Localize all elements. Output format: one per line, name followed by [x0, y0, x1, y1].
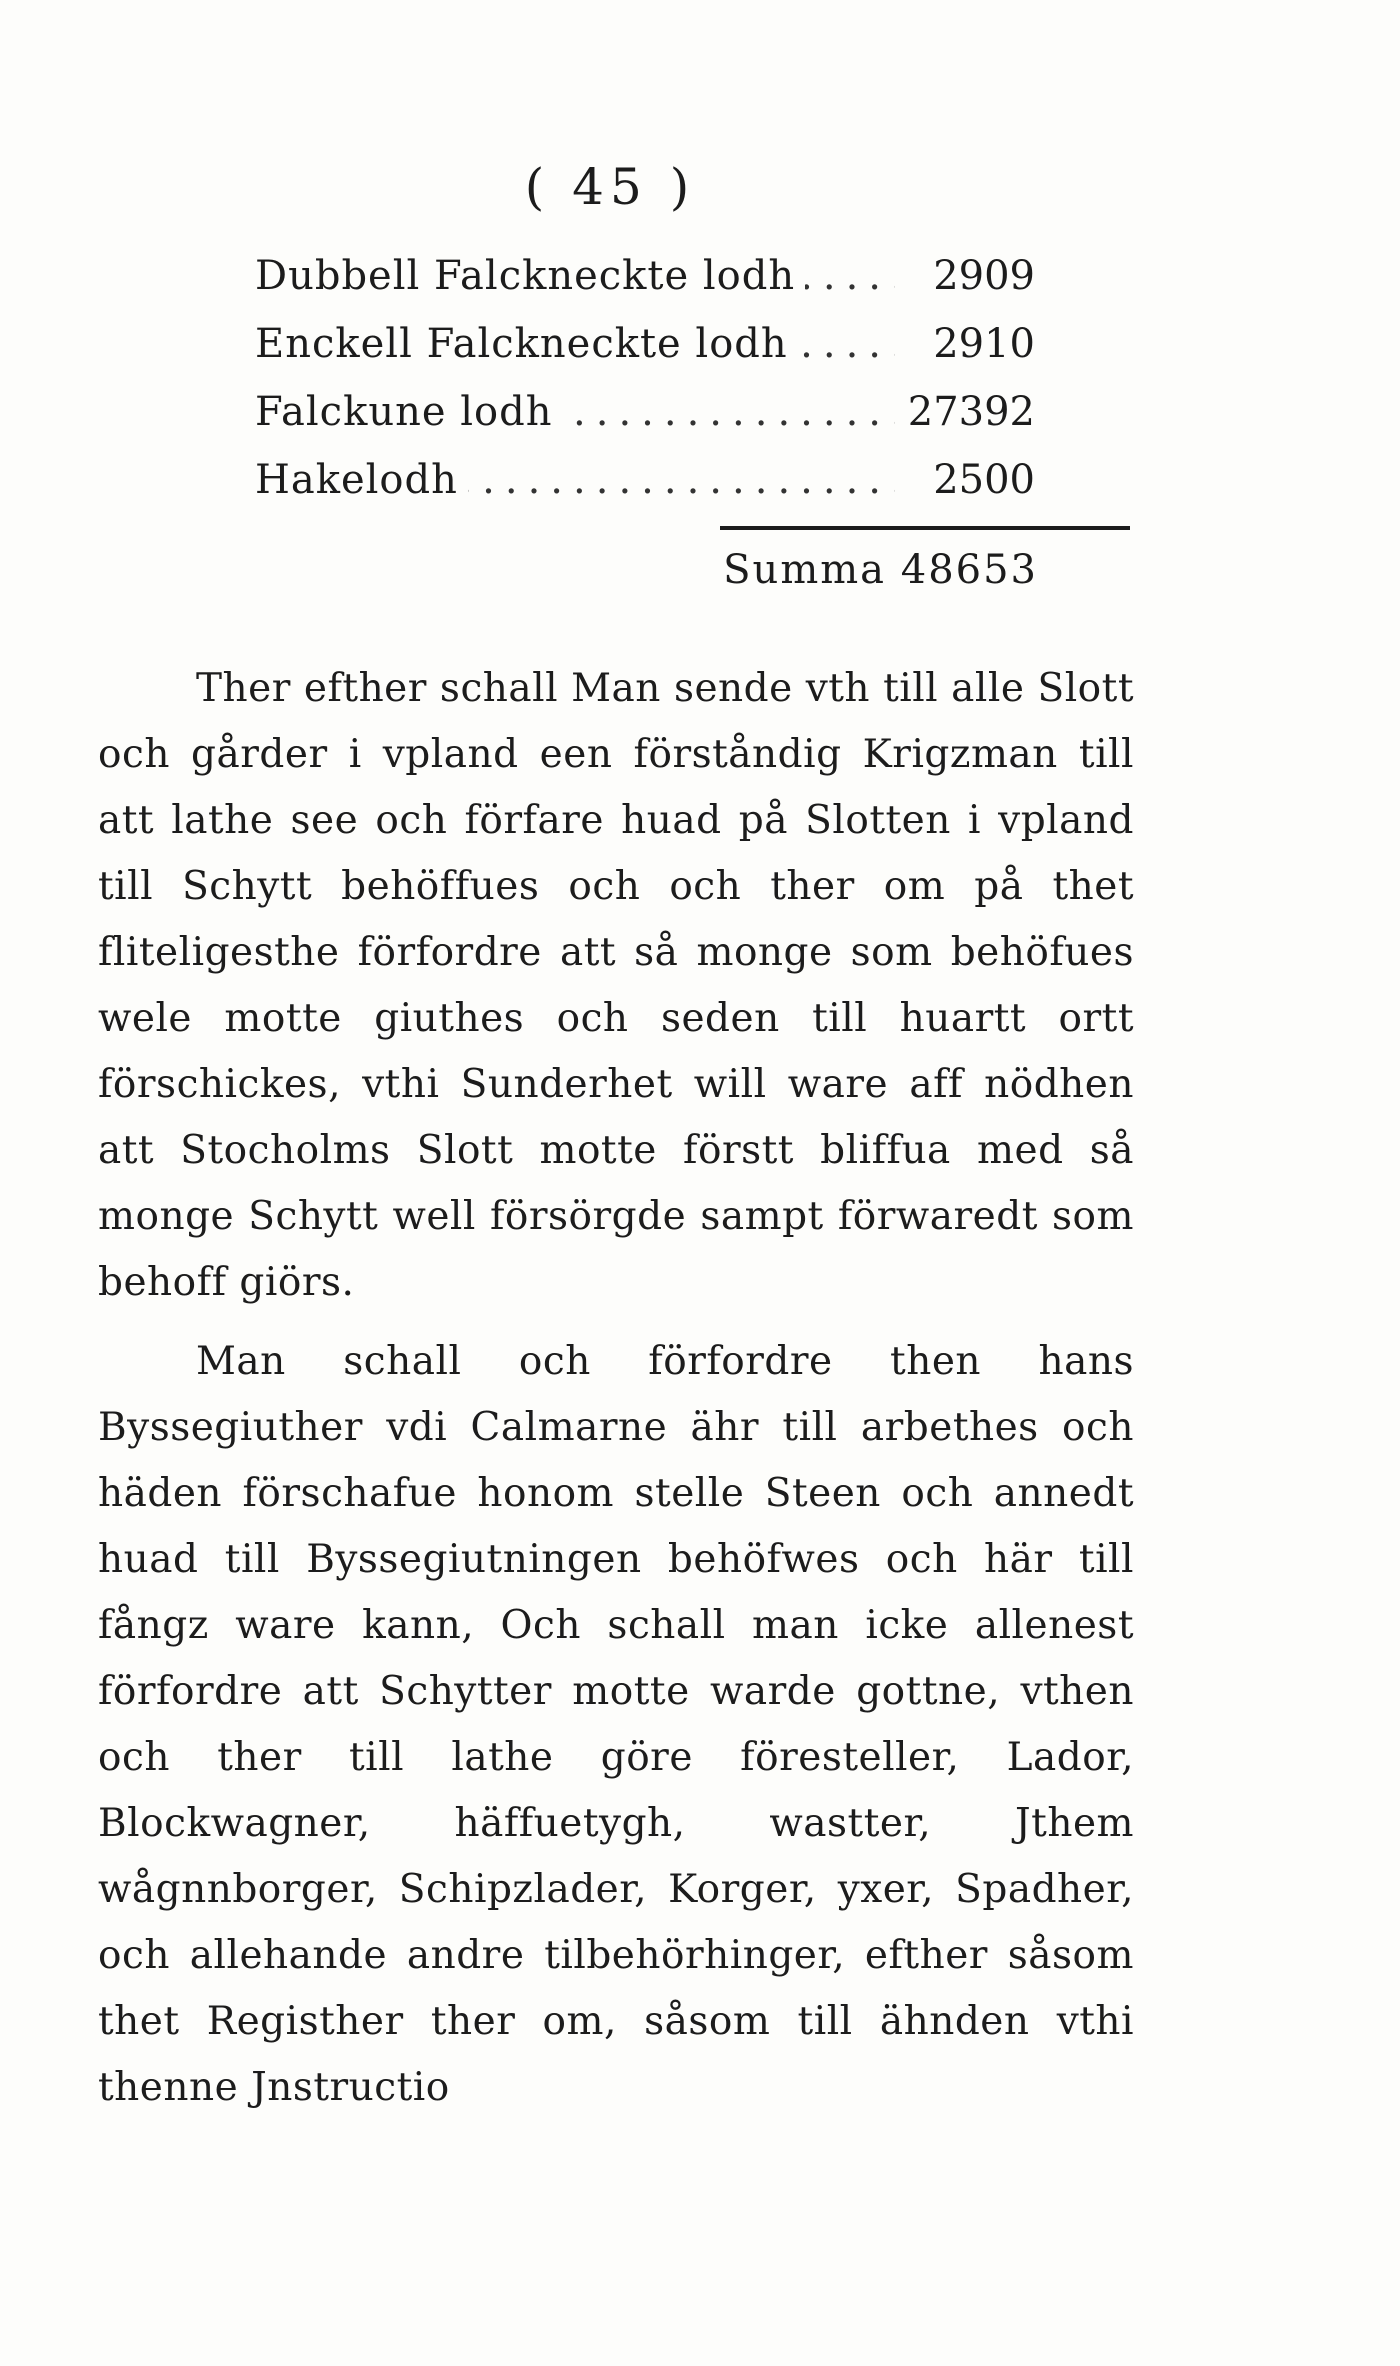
- ledger-label: Hakelodh: [255, 446, 468, 514]
- ledger-row: [255, 242, 1055, 310]
- ledger-table: [255, 242, 1055, 514]
- sum-rule: [720, 526, 1130, 530]
- ledger-value: 27392: [899, 378, 1035, 446]
- paragraph: Man schall och förfordre then hans Byssegiuther vdi Calmarne ähr till arbethes och häden förschafue honom stelle Steen och annedt huad till Byssegiutningen behöfwes och här till fångz ware kann, Och schall man icke allenest förfordre att Schytter motte warde gottne, vthen och ther till lathe göre föresteller, Lador, Blockwagner, häffuetygh, wastter, Jthem wågnnborger, Schipzlader, Korger, yxer, Spadher, och allehande andre tilbehörhinger, efther såsom thet Registher ther om, såsom till ähnden vthi thenne Jnstructio: [98, 1339, 1134, 2110]
- ledger-label: Falckune lodh: [255, 378, 562, 446]
- ledger-row: [255, 446, 1055, 514]
- ledger-row: [255, 378, 1055, 446]
- ledger-value: 2500: [899, 446, 1035, 514]
- page-number: ( 45 ): [524, 158, 696, 216]
- ledger-value: 2909: [899, 242, 1035, 310]
- paragraph: Ther efther schall Man sende vth till alle Slott och gårder i vpland een förståndig Krigzman till att lathe see och förfare huad på Slotten i vpland till Schytt behöffues och och ther om på thet fliteligesthe förfordre att så monge som behöfues wele motte giuthes och seden till huartt ortt förschickes, vthi Sunderhet will ware aff nödhen att Stocholms Slott motte förstt bliffua med så monge Schytt well försörgde sampt förwaredt som behoff giörs.: [98, 666, 1134, 1305]
- ledger-value: 2910: [899, 310, 1035, 378]
- ledger-label: Enckell Falckneckte lodh: [255, 310, 798, 378]
- ledger-row: [255, 310, 1055, 378]
- ledger-label: Dubbell Falckneckte lodh: [255, 242, 805, 310]
- ledger-total: Summa 48653: [723, 547, 1038, 593]
